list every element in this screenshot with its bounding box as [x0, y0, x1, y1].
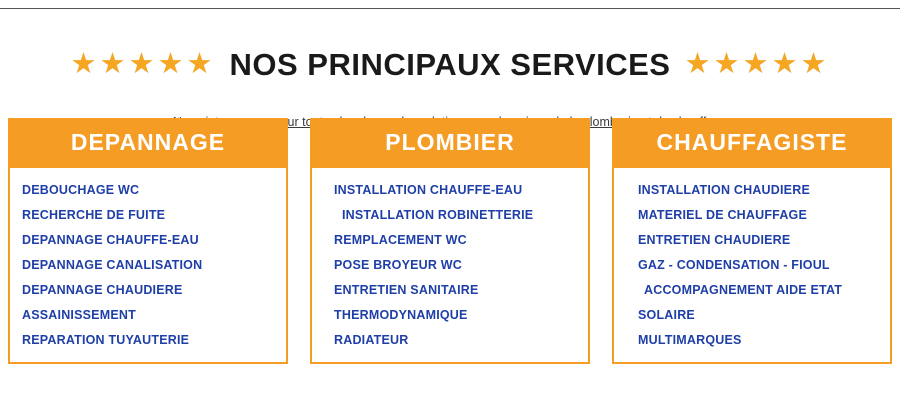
- list-item[interactable]: INSTALLATION CHAUFFE-EAU: [334, 182, 523, 197]
- list-item[interactable]: RECHERCHE DE FUITE: [22, 207, 166, 222]
- service-list-depannage: [22, 177, 274, 352]
- list-item[interactable]: MATERIEL DE CHAUFFAGE: [638, 207, 808, 222]
- list-item[interactable]: REPARATION TUYAUTERIE: [22, 332, 190, 347]
- list-item[interactable]: DEPANNAGE CANALISATION: [22, 257, 203, 272]
- list-item[interactable]: MULTIMARQUES: [638, 332, 742, 347]
- list-item[interactable]: REMPLACEMENT WC: [334, 232, 467, 247]
- list-item[interactable]: SOLAIRE: [638, 307, 695, 322]
- list-item[interactable]: ENTRETIEN SANITAIRE: [334, 282, 479, 297]
- stars-right-icon: ★★★★★: [684, 48, 830, 81]
- page-subtitle: plomberie: [582, 114, 638, 129]
- top-divider: [0, 8, 900, 9]
- service-card-depannage: [8, 118, 288, 364]
- card-heading-depannage: DEPANNAGE: [8, 118, 288, 168]
- list-item[interactable]: ASSAINISSEMENT: [22, 307, 136, 322]
- list-item[interactable]: DEPANNAGE CHAUFFE-EAU: [22, 232, 199, 247]
- card-body-depannage: [8, 168, 288, 364]
- list-item[interactable]: DEBOUCHAGE WC: [22, 182, 140, 197]
- service-card-chauffagiste: [612, 118, 892, 364]
- list-item[interactable]: INSTALLATION ROBINETTERIE: [342, 207, 534, 222]
- page-title: NOS PRINCIPAUX SERVICES: [229, 46, 671, 82]
- list-item[interactable]: DEPANNAGE CHAUDIERE: [22, 282, 183, 297]
- stars-left-icon: ★★★★★: [70, 48, 216, 81]
- list-item[interactable]: ENTRETIEN CHAUDIERE: [638, 232, 791, 247]
- list-item[interactable]: GAZ - CONDENSATION - FIOUL: [638, 257, 830, 272]
- service-list-plombier: [324, 177, 576, 352]
- list-item[interactable]: RADIATEUR: [334, 332, 409, 347]
- service-card-plombier: [310, 118, 590, 364]
- service-list-chauffagiste: [626, 177, 878, 352]
- services-columns: [0, 118, 900, 364]
- page-header: [0, 26, 900, 129]
- list-item[interactable]: ACCOMPAGNEMENT AIDE ETAT: [644, 282, 843, 297]
- card-body-plombier: [310, 168, 590, 364]
- card-heading-chauffagiste: CHAUFFAGISTE: [612, 118, 892, 168]
- card-body-chauffagiste: [612, 168, 892, 364]
- card-heading-plombier: PLOMBIER: [310, 118, 590, 168]
- list-item[interactable]: INSTALLATION CHAUDIERE: [638, 182, 810, 197]
- list-item[interactable]: POSE BROYEUR WC: [334, 257, 463, 272]
- list-item[interactable]: THERMODYNAMIQUE: [334, 307, 468, 322]
- title-row: [0, 26, 900, 104]
